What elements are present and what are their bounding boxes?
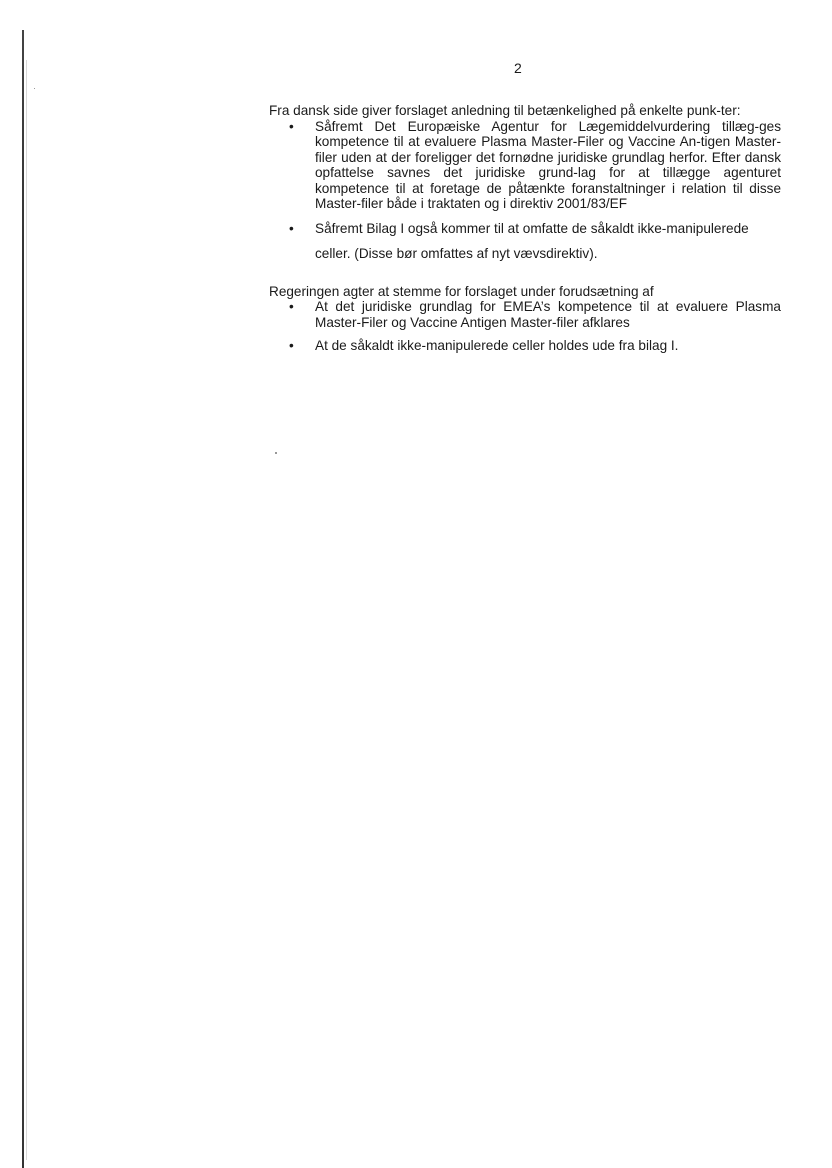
list-item-text: Såfremt Det Europæiske Agentur for Lægemiddelvurdering tillæg-ges kompetence til at evaluere Plasma Master-Filer og Vaccine An-tigen Master-filer uden at der foreligger det fornødne juridiske grundlag herfor. Efter dansk opfattelse savnes det juridiske grund-lag for at tillægge agenturet kompetence til at foretage de påtænkte foranstaltninger i relation til disse Master-filer både i traktaten og i direktiv 2001/83/EF [315,118,781,211]
section2-bullet-list [269,299,781,354]
scan-left-edge [22,30,24,1168]
list-item-text: Såfremt Bilag I også kommer til at omfatte de såkaldt ikke-manipulerede celler. (Disse bør omfattes af nyt vævsdirektiv). [315,220,749,261]
document-body [269,103,781,354]
scan-speck [34,88,35,89]
scan-speck [275,452,277,454]
section1-bullet-list [269,119,781,266]
list-item-text: At det juridiske grundlag for EMEA’s kompetence til at evaluere Plasma Master-Filer og Vaccine Antigen Master-filer afklares [315,299,781,330]
bullet-icon: • [289,118,294,134]
bullet-icon: • [289,299,294,314]
list-item [269,338,781,354]
bullet-icon: • [289,338,294,353]
page-number: 2 [514,60,522,76]
list-item [269,216,781,266]
scan-left-edge-shadow [26,60,27,1160]
list-item [269,299,781,330]
list-item [269,119,781,212]
section2-intro: Regeringen agter at stemme for forslaget under forudsætning af [269,283,654,299]
bullet-icon: • [289,220,294,236]
section1-intro: Fra dansk side giver forslaget anledning til betænkelighed på enkelte punk-ter: [269,103,741,118]
list-item-text: At de såkaldt ikke-manipulerede celler holdes ude fra bilag I. [315,338,679,353]
